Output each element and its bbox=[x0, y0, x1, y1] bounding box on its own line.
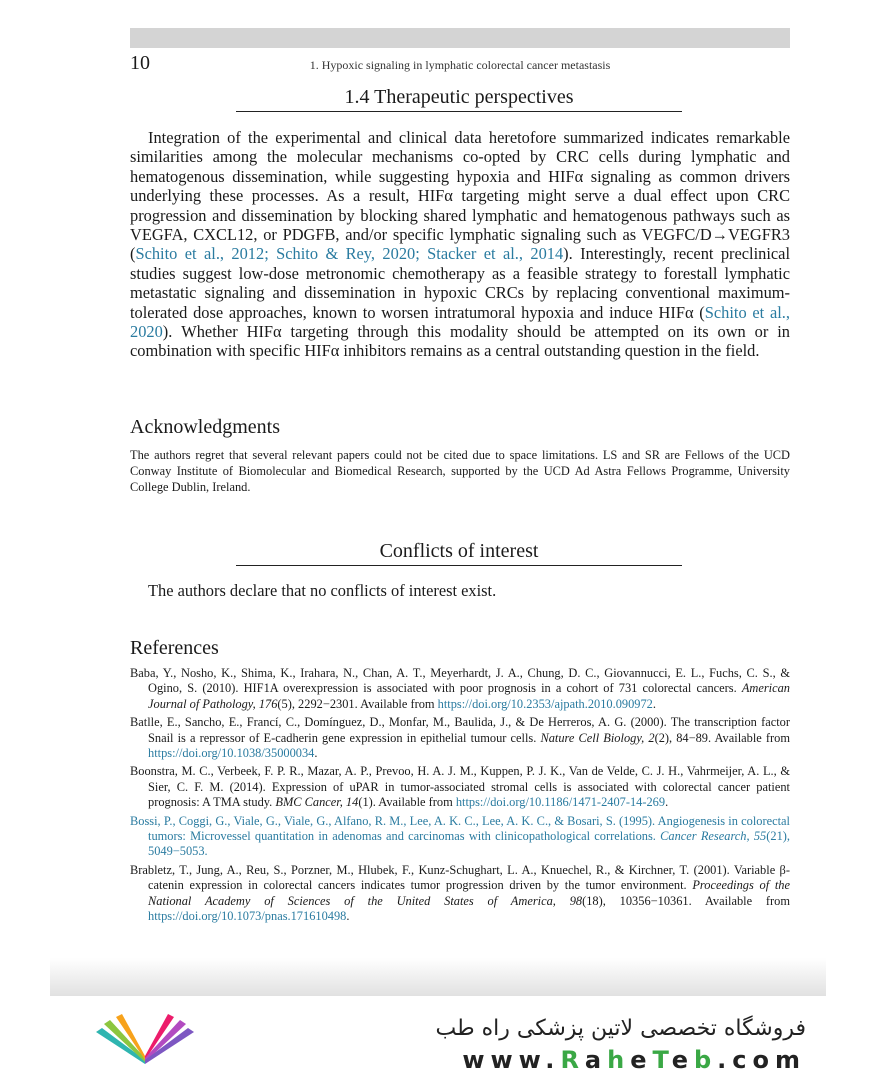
paragraph-text-2: ). Interestingly, recent preclinical studies suggest low-dose metronomic chemotherapy as a feasible strategy to forestall lymphatic metastatic signaling and dissemination in hypoxic CRCs by replacing conventional maximum-tolerated dose approaches, known to worsen intratumoral hypoxia and induce HIFα ( bbox=[130, 244, 791, 322]
conflicts-text: The authors declare that no conflicts of interest exist. bbox=[148, 581, 497, 600]
header-bar bbox=[130, 28, 790, 48]
section-title-therapeutic: 1.4 Therapeutic perspectives bbox=[236, 86, 682, 112]
therapeutic-paragraph bbox=[130, 128, 790, 361]
page-bottom-shadow bbox=[50, 958, 826, 996]
running-head: 1. Hypoxic signaling in lymphatic colorectal cancer metastasis bbox=[309, 58, 611, 72]
reference-list bbox=[130, 666, 790, 928]
reference-item: Baba, Y., Nosho, K., Shima, K., Irahara, N., Chan, A. T., Meyerhardt, J. A., Chung, D. C., Giovannucci, E. L., Fuchs, C. S., & Ogino, S. (2010). HIF1A overexpression is associated with poor prognosis in a cohort of 731 colorectal cancers. American Journal of Pathology, 176(5), 2292−2301. Available from https://doi.org/10.2353/ajpath.2010.090972. bbox=[130, 666, 790, 711]
conflicts-title: Conflicts of interest bbox=[236, 540, 682, 566]
shop-website: www.RaheTeb.com bbox=[462, 1046, 806, 1074]
doi-link[interactable]: https://doi.org/10.1038/35000034 bbox=[148, 746, 315, 761]
acknowledgments-text: The authors regret that several relevant papers could not be cited due to space limitations. LS and SR are Fellows of the UCD Conway Institute of Biomolecular and Biomedical Research, supported by the UCD Ad Astra Fellows Programme, University College Dublin, Ireland. bbox=[130, 448, 790, 494]
citation-link-1[interactable]: Schito et al., 2012; Schito & Rey, 2020; Stacker et al., 2014 bbox=[135, 244, 564, 264]
doi-link[interactable]: https://doi.org/10.2353/ajpath.2010.090972 bbox=[437, 696, 653, 711]
open-book-logo-icon bbox=[92, 1010, 198, 1066]
paragraph-text-3: ). Whether HIFα targeting through this modality should be attempted on its own or in combination with specific HIFα inhibitors remains as a central outstanding question in the field. bbox=[130, 322, 790, 361]
doi-link[interactable]: https://doi.org/10.1073/pnas.171610498 bbox=[148, 909, 347, 924]
page-number: 10 bbox=[130, 52, 150, 74]
doi-link[interactable]: https://doi.org/10.1186/1471-2407-14-269 bbox=[455, 795, 666, 810]
acknowledgments-title: Acknowledgments bbox=[130, 416, 280, 438]
references-title: References bbox=[130, 637, 219, 659]
reference-item: Brabletz, T., Jung, A., Reu, S., Porzner, M., Hlubek, F., Kunz-Schughart, L. A., Knuechel, R., & Kirchner, T. (2001). Variable β-catenin expression in colorectal cancers indicates tumor progression driven by the tumor environment. Proceedings of the National Academy of Sciences of the United States of America, 98(18), 10356−10361. Available from https://doi.org/10.1073/pnas.171610498. bbox=[130, 862, 791, 924]
shop-name-persian: فروشگاه تخصصی لاتین پزشکی راه طب bbox=[435, 1016, 806, 1041]
reference-item: Batlle, E., Sancho, E., Francí, C., Domínguez, D., Monfar, M., Baulida, J., & De Herreros, A. G. (2000). The transcription factor Snail is a repressor of E-cadherin gene expression in epithelial tumour cells. Nature Cell Biology, 2(2), 84−89. Available from https://doi.org/10.1038/35000034. bbox=[130, 715, 790, 761]
citation-link-2[interactable]: Schito et al., 2020 bbox=[130, 302, 791, 342]
reference-item[interactable]: Bossi, P., Coggi, G., Viale, G., Viale, G., Alfano, R. M., Lee, A. K. C., Lee, A. K. C., & Bosari, S. (1995). Angiogenesis in colorectal tumors: Microvessel quantitation in adenomas and carcinomas with clinicopathological correlations. Cancer Research, 55(21), 5049−5053. bbox=[130, 813, 790, 859]
reference-item: Boonstra, M. C., Verbeek, F. P. R., Mazar, A. P., Prevoo, H. A. J. M., Kuppen, P. J. K., Van de Velde, C. J. H., Vahrmeijer, A. L., & Sier, C. F. M. (2014). Expression of uPAR in tumor-associated stromal cells is associated with colorectal cancer patient prognosis: A TMA study. BMC Cancer, 14(1). Available from https://doi.org/10.1186/1471-2407-14-269. bbox=[130, 764, 790, 810]
paragraph-text-1: Integration of the experimental and clinical data heretofore summarized indicates remarkable similarities among the molecular mechanisms co-opted by CRC cells during lymphatic and hematogenous dissemination, while suggesting hypoxia and HIFα signaling as common drivers underlying these processes. As a result, HIFα targeting might serve a dual effect upon CRC progression and dissemination by blocking shared lymphatic and hematogenous pathways such as VEGFA, CXCL12, or PDGFB, and/or specific lymphatic signaling such as VEGFC/D→VEGFR3 ( bbox=[130, 128, 790, 264]
